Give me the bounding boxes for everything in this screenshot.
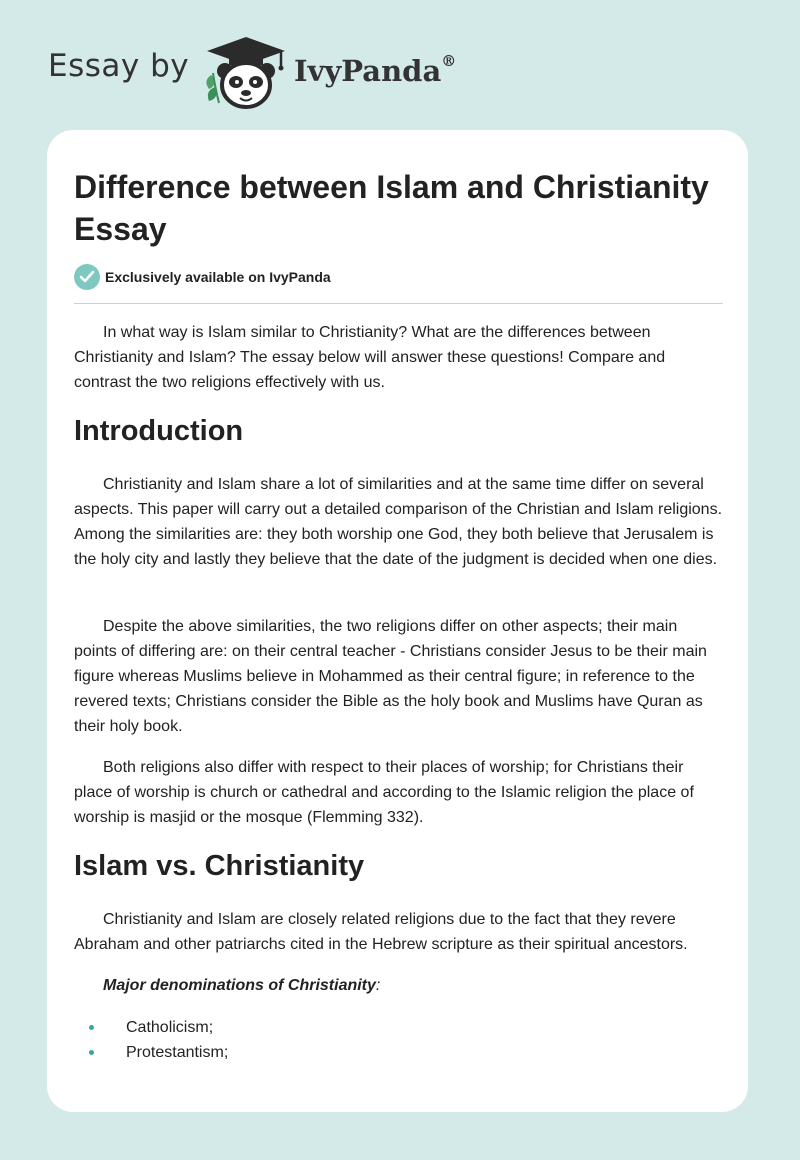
panda-logo-icon[interactable] xyxy=(201,35,291,111)
introduction-paragraph-2: Despite the above similarities, the two religions differ on other aspects; their main points of differing are: on their central teacher - Christians consider Jesus to be their main figure whereas Muslims believe in Mohammed as their central figure; in reference to the revered texts; Christians consider the Bible as the holy book and Muslims have Quran as their holy book. xyxy=(74,618,707,735)
islam-vs-christianity-paragraph: Christianity and Islam are closely related religions due to the fact that they revere Abraham and other patriarchs cited in the Hebrew scripture as their spiritual ancestors. xyxy=(74,911,688,953)
intro-paragraph: In what way is Islam similar to Christianity? What are the differences between Christianity and Islam? The essay below will answer these questions! Compare and contrast the two religions effectively with us. xyxy=(74,324,666,391)
denominations-list xyxy=(74,1015,228,1065)
introduction-paragraph-1: Christianity and Islam share a lot of similarities and at the same time differ on several aspects. This paper will carry out a detailed comparison of the Christian and Islam religions. Among the similarities are: they both worship one God, they both believe that Jerusalem is the holy city and lastly they believe that the date of the judgment is decided when one dies. xyxy=(74,476,723,568)
list-item xyxy=(74,1040,228,1065)
bullet-icon xyxy=(89,1025,94,1030)
section-heading-introduction: Introduction xyxy=(74,415,244,447)
registered-mark: ® xyxy=(441,52,457,71)
list-item-text: Catholicism; xyxy=(126,1019,214,1036)
exclusive-badge xyxy=(74,263,331,291)
site-header xyxy=(48,30,468,110)
brand-name[interactable] xyxy=(294,54,456,88)
list-item xyxy=(74,1015,228,1040)
essay-card xyxy=(47,130,748,1112)
denominations-subheading xyxy=(103,973,380,998)
bullet-icon xyxy=(89,1050,94,1055)
check-circle-icon xyxy=(74,264,100,290)
essay-by-label: Essay by xyxy=(48,48,190,84)
denominations-subheading-text: Major denominations of Christianity xyxy=(103,977,376,994)
denominations-subheading-colon: : xyxy=(375,977,381,994)
exclusive-label: Exclusively available on IvyPanda xyxy=(105,269,331,285)
essay-title: Difference between Islam and Christianity Essay xyxy=(74,169,709,247)
section-heading-islam-vs-christianity: Islam vs. Christianity xyxy=(74,850,365,882)
brand-name-text: IvyPanda xyxy=(294,54,442,88)
list-item-text: Protestantism; xyxy=(126,1044,229,1061)
title-divider xyxy=(74,303,723,304)
introduction-paragraph-3: Both religions also differ with respect to their places of worship; for Christians their place of worship is church or cathedral and according to the Islamic religion the place of worship is masjid or the mosque (Flemming 332). xyxy=(74,759,694,826)
